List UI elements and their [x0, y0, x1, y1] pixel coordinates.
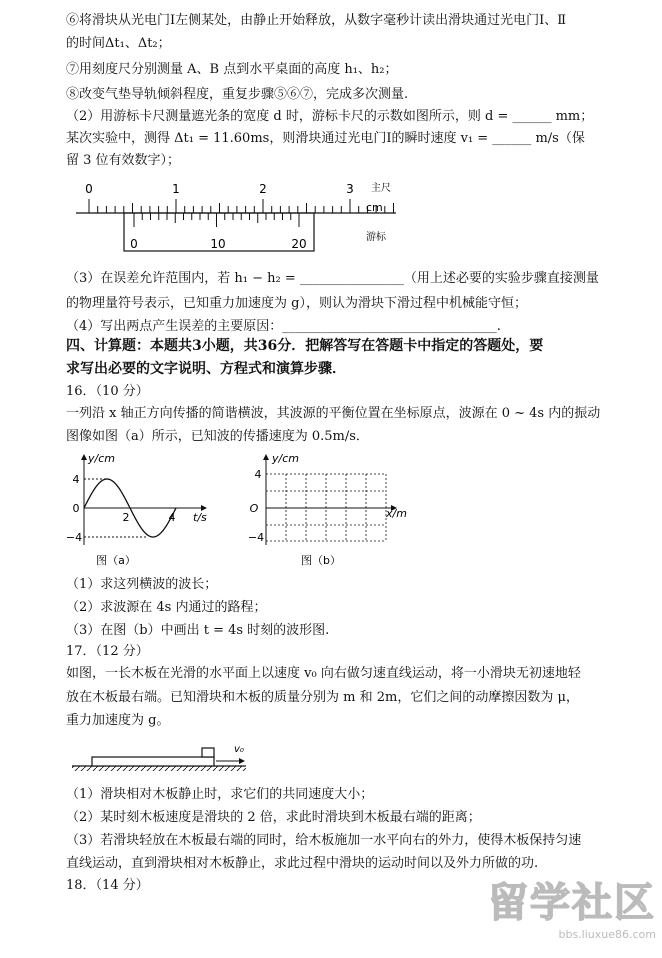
vibration-graph-a [66, 450, 216, 570]
origin-label: O [249, 502, 259, 515]
velocity-label: v₀ [234, 744, 244, 755]
text-line: （2）求波源在 4s 内通过的路程； [66, 600, 267, 615]
ground-hatch [72, 766, 246, 771]
y-tick-label: −4 [247, 531, 265, 544]
text-line: 放在木板最右端。已知滑块和木板的质量分别为 m 和 2m，它们之间的动摩擦因数为 μ， [66, 690, 579, 705]
text-line: （3）在误差允许范围内，若 h₁ − h₂ = ________________（用上述必要的实验步骤直接测量 [66, 271, 599, 286]
vernier-tick-label: 20 [291, 237, 307, 251]
question-number: 16．（10 分） [66, 384, 149, 399]
y-tick-label: −4 [66, 531, 83, 544]
figure-caption: 图（a） [96, 554, 136, 567]
main-scale [89, 199, 394, 213]
text-line: （2）用游标卡尺测量遮光条的宽度 d 时，游标卡尺的示数如图所示，则 d = ______ mm； [66, 109, 594, 124]
text-line: 某次实验中，测得 Δt₁ = 11.60ms，则滑块通过光电门Ⅰ的瞬时速度 v₁ = ______ m/s（保 [66, 131, 585, 146]
main-scale-label: 主尺 [371, 183, 391, 194]
text-line: （1）求这列横波的波长； [66, 577, 218, 592]
vernier-label: 游标 [366, 232, 386, 243]
question-number: 17．（12 分） [66, 644, 149, 659]
watermark-main: 留学社区 [488, 880, 656, 926]
text-line: （2）某时刻木板速度是滑块的 2 倍，求此时滑块到木板最右端的距离； [66, 810, 481, 825]
waveform-graph-b [236, 450, 416, 570]
x-axis-label: t/s [193, 511, 207, 524]
text-line: （3）若滑块轻放在木板最右端的同时，给木板施加一水平向右的外力，使得木板保持匀速 [66, 833, 582, 848]
y-tick-label: 4 [254, 468, 262, 481]
vernier-tick-label: 10 [210, 237, 226, 251]
x-tick-label: 4 [168, 511, 176, 524]
text-line: 重力加速度为 g。 [66, 713, 170, 728]
text-line: 留 3 位有效数字）； [66, 153, 181, 168]
unit-label: cm [366, 201, 383, 214]
y-tick-label: 4 [72, 473, 80, 486]
main-tick-label: 3 [346, 182, 354, 196]
text-line: （3）在图（b）中画出 t = 4s 时刻的波形图. [66, 623, 330, 638]
main-tick-label: 2 [259, 182, 267, 196]
y-tick-label: 0 [72, 502, 80, 515]
x-axis-label: x/m [386, 507, 407, 520]
long-board [92, 757, 214, 766]
vernier-scale [134, 213, 299, 227]
figure-caption: 图（b） [301, 554, 341, 567]
board-block-figure [66, 738, 266, 778]
y-axis-label: y/cm [88, 452, 115, 465]
text-line: ⑧改变气垫导轨倾斜程度，重复步骤⑤⑥⑦，完成多次测量. [66, 87, 409, 102]
section-heading: 四、计算题：本题共3小题，共36分．把解答写在答题卡中指定的答题处，要 [66, 338, 544, 354]
main-tick-label: 1 [172, 182, 180, 196]
text-line: （1）滑块相对木板静止时，求它们的共同速度大小； [66, 787, 374, 802]
text-line: 如图，一长木板在光滑的水平面上以速度 v₀ 向右做匀速直线运动，将一小滑块无初速地轻 [66, 666, 581, 681]
vernier-caliper-figure [66, 178, 446, 264]
main-tick-label: 0 [85, 182, 93, 196]
watermark-url: bbs.liuxue86.com [558, 928, 656, 941]
vernier-tick-label: 0 [130, 237, 138, 251]
section-heading: 求写出必要的文字说明、方程式和演算步骤． [66, 361, 346, 377]
y-axis-label: y/cm [272, 452, 299, 465]
text-line: 直线运动，直到滑块相对木板静止，求此过程中滑块的运动时间以及外力所做的功. [66, 856, 539, 871]
text-line: （4）写出两点产生误差的主要原因：_________________________________. [66, 319, 501, 334]
question-number: 18．（14 分） [66, 878, 149, 893]
text-line: 的物理量符号表示，已知重力加速度为 g），则认为滑块下滑过程中机械能守恒； [66, 296, 527, 311]
text-line: 一列沿 x 轴正方向传播的简谐横波，其波源的平衡位置在坐标原点，波源在 0 ~ 4s 内的振动 [66, 406, 601, 421]
x-tick-label: 2 [122, 511, 130, 524]
text-line: ⑦用刻度尺分别测量 A、B 点到水平桌面的高度 h₁、h₂； [66, 62, 398, 77]
watermark-logo [486, 880, 656, 952]
text-line: 的时间Δt₁、Δt₂； [66, 36, 171, 51]
text-line: 图像如图（a）所示，已知波的传播速度为 0.5m/s． [66, 429, 369, 444]
small-block [202, 748, 214, 757]
text-line: ⑥将滑块从光电门Ⅰ左侧某处，由静止开始释放，从数字毫秒计读出滑块通过光电门Ⅰ、Ⅱ [66, 13, 567, 28]
